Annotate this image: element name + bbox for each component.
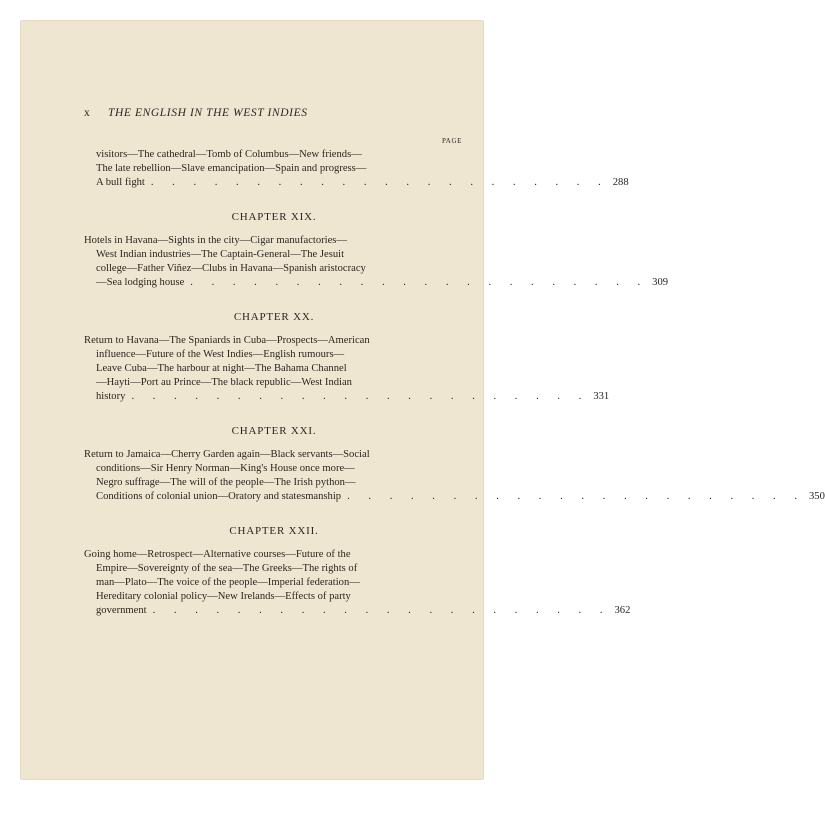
toc-entry-last-line [84, 490, 825, 504]
toc-entry-line: Going home—Retrospect—Alternative courses—Future of the [84, 549, 351, 560]
toc-entry-line: Hotels in Havana—Sights in the city—Cigar manufactories— [84, 235, 348, 246]
toc-entry-line: West Indian industries—The Captain-General—The Jesuit [96, 249, 345, 260]
toc-entry-line: A bull fight [96, 177, 145, 188]
toc-entry-line: Empire—Sovereignty of the sea—The Greeks—The rights of [96, 563, 358, 574]
dot-leader: . . . . . . . . . . . . . . . . . . . . . . [152, 605, 611, 616]
toc-entry-line: Return to Jamaica—Cherry Garden again—Black servants—Social [84, 449, 370, 460]
toc-entry-last-line [84, 176, 629, 190]
toc-page-number: 288 [612, 177, 629, 188]
toc-entry-line: The late rebellion—Slave emancipation—Spain and progress— [96, 163, 367, 174]
toc-page-number: 362 [614, 605, 631, 616]
toc-entry-line: Negro suffrage—The will of the people—The Irish python— [96, 477, 356, 488]
toc-entry [84, 548, 631, 618]
toc-entry-line: Leave Cuba—The harbour at night—The Bahama Channel [96, 363, 347, 374]
chapter-heading: CHAPTER XX. [233, 311, 315, 323]
page-column-label: PAGE [441, 137, 462, 145]
toc-entry-line: Hereditary colonial policy—New Irelands—Effects of party [96, 591, 351, 602]
toc-entry-continued [84, 148, 629, 190]
dot-leader: . . . . . . . . . . . . . . . . . . . . . . [131, 391, 590, 402]
toc-entry-line: —Sea lodging house [96, 277, 185, 288]
toc-entry-last-line [84, 276, 669, 290]
page-folio: x [84, 107, 91, 119]
toc-entry-line: Conditions of colonial union—Oratory and statesmanship [96, 491, 342, 502]
toc-entry-line: —Hayti—Port au Prince—The black republic—West Indian [96, 377, 352, 388]
dot-leader: . . . . . . . . . . . . . . . . . . . . . . [150, 177, 609, 188]
book-page [20, 20, 825, 780]
toc-entry-line: history [96, 391, 126, 402]
toc-entry-line: college—Father Viñez—Clubs in Havana—Spanish aristocracy [96, 263, 366, 274]
toc-entry-line: Return to Havana—The Spaniards in Cuba—Prospects—American [84, 335, 370, 346]
table-of-contents [84, 106, 825, 618]
dot-leader: . . . . . . . . . . . . . . . . . . . . . . [347, 491, 805, 502]
toc-entry-line: influence—Future of the West Indies—English rumours— [96, 349, 345, 360]
toc-entry-line: visitors—The cathedral—Tomb of Columbus—New friends— [96, 149, 362, 160]
toc-page-number: 309 [652, 277, 669, 288]
toc-entry [84, 234, 669, 290]
chapter-heading: CHAPTER XXI. [231, 425, 317, 437]
toc-entry-last-line [84, 604, 631, 618]
toc-entry-line: conditions—Sir Henry Norman—King's House once more— [96, 463, 355, 474]
chapter-heading: CHAPTER XXII. [229, 525, 319, 537]
toc-entry-line: man—Plato—The voice of the people—Imperial federation— [96, 577, 360, 588]
chapter-heading: CHAPTER XIX. [231, 211, 317, 223]
toc-entry-line: government [96, 605, 147, 616]
toc-entry [84, 448, 825, 504]
dot-leader: . . . . . . . . . . . . . . . . . . . . . . [190, 277, 649, 288]
toc-page-number: 331 [593, 391, 610, 402]
running-head-title: THE ENGLISH IN THE WEST INDIES [108, 107, 308, 119]
toc-entry [84, 334, 610, 404]
toc-page-number: 350 [809, 491, 825, 502]
toc-entry-last-line [84, 390, 610, 404]
